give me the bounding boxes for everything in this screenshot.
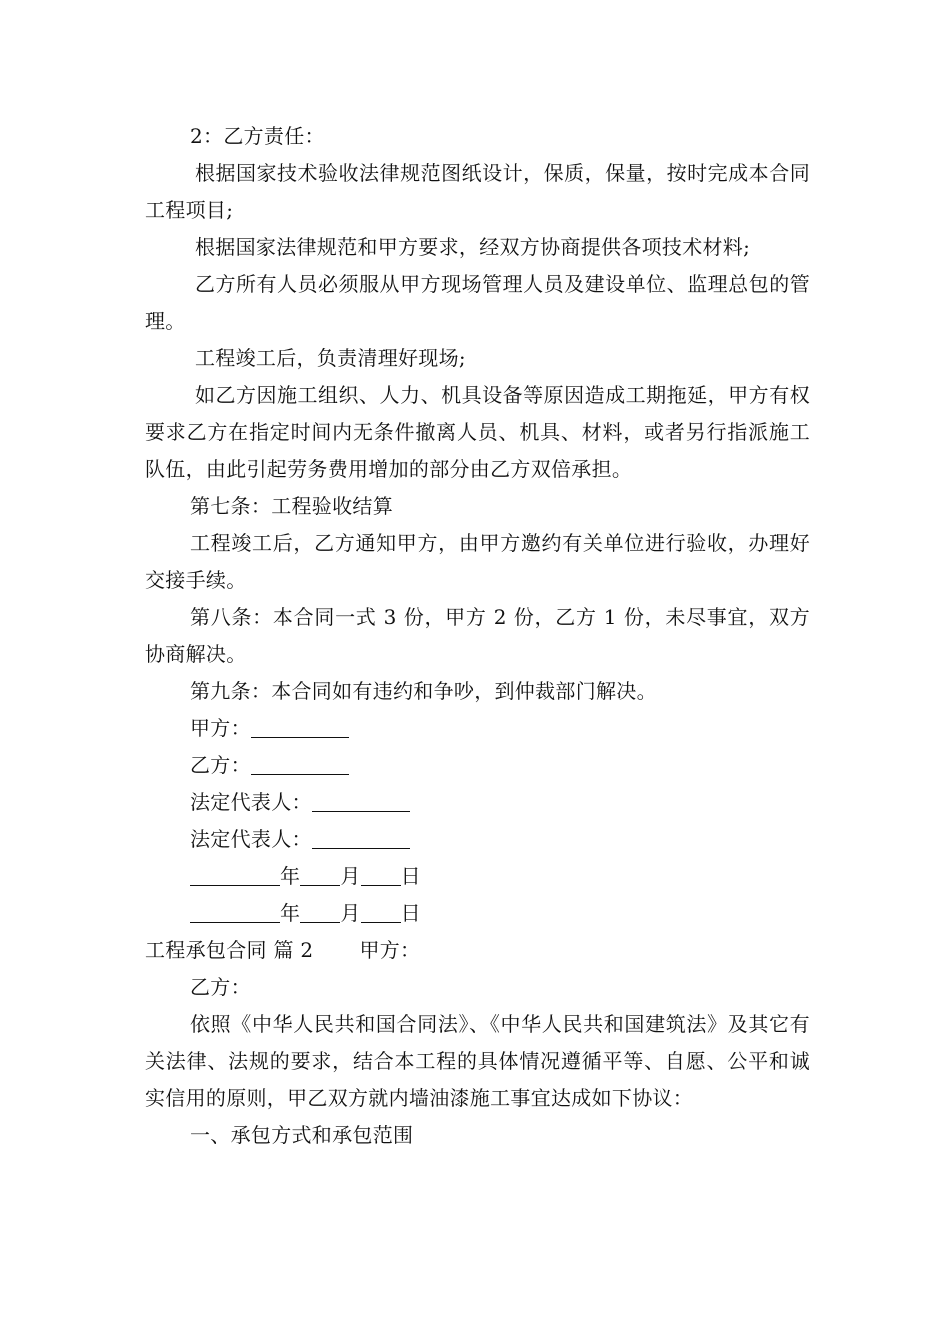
day-label: 日 <box>400 864 421 888</box>
section-2-party-b-label: 乙方： <box>190 975 251 999</box>
article-7-paragraph: 工程竣工后，乙方通知甲方，由甲方邀约有关单位进行验收，办理好交接手续。 <box>145 531 810 592</box>
party-b-signature-line <box>145 747 810 784</box>
article-9-paragraph: 第九条：本合同如有违约和争吵，到仲裁部门解决。 <box>190 679 657 703</box>
day-blank <box>361 863 401 886</box>
duty-paragraph-4: 工程竣工后，负责清理好现场; <box>195 346 466 370</box>
rep-b-label: 法定代表人： <box>190 827 312 851</box>
party-a-signature-line <box>145 710 810 747</box>
month-label: 月 <box>340 901 361 925</box>
section-2-heading-line <box>145 932 810 969</box>
clause-heading-party-b-duties: 2：乙方责任： <box>190 124 325 148</box>
party-a-label: 甲方： <box>190 716 251 740</box>
party-a-blank <box>251 715 349 738</box>
date-line-2 <box>145 895 810 932</box>
year-blank <box>190 863 280 886</box>
month-label: 月 <box>340 864 361 888</box>
article-8-paragraph: 第八条：本合同一式 3 份，甲方 2 份，乙方 1 份，未尽事宜，双方协商解决。 <box>145 605 810 666</box>
duty-paragraph-1: 根据国家技术验收法律规范图纸设计，保质，保量，按时完成本合同工程项目; <box>145 161 810 222</box>
date-line-1 <box>145 858 810 895</box>
duty-paragraph-2: 根据国家法律规范和甲方要求，经双方协商提供各项技术材料; <box>195 235 751 259</box>
year-label: 年 <box>280 901 301 925</box>
day-label: 日 <box>400 901 421 925</box>
rep-a-label: 法定代表人： <box>190 790 312 814</box>
section-2-clause-1-heading: 一、承包方式和承包范围 <box>190 1123 414 1147</box>
year-blank <box>190 900 280 923</box>
rep-a-signature-line <box>145 784 810 821</box>
rep-b-signature-line <box>145 821 810 858</box>
section-2-party-b-line <box>145 969 810 1006</box>
month-blank <box>300 863 340 886</box>
duty-paragraph-5: 如乙方因施工组织、人力、机具设备等原因造成工期拖延，甲方有权要求乙方在指定时间内无条件撤离人员、机具、材料，或者另行指派施工队伍，由此引起劳务费用增加的部分由乙方双倍承担。 <box>145 383 810 481</box>
rep-a-blank <box>312 789 410 812</box>
rep-b-blank <box>312 826 410 849</box>
day-blank <box>361 900 401 923</box>
month-blank <box>300 900 340 923</box>
section-2-intro-paragraph: 依照《中华人民共和国合同法》、《中华人民共和国建筑法》及其它有关法律、法规的要求，结合本工程的具体情况遵循平等、自愿、公平和诚实信用的原则，甲乙双方就内墙油漆施工事宜达成如下协议： <box>145 1012 810 1110</box>
section-2-heading: 工程承包合同 篇 2 <box>145 938 314 962</box>
party-b-label: 乙方： <box>190 753 251 777</box>
section-2-party-a-label: 甲方： <box>359 938 421 962</box>
document-body <box>145 118 810 1154</box>
party-b-blank <box>251 752 349 775</box>
duty-paragraph-3: 乙方所有人员必须服从甲方现场管理人员及建设单位、监理总包的管理。 <box>145 272 810 333</box>
year-label: 年 <box>280 864 301 888</box>
article-7-heading: 第七条：工程验收结算 <box>190 494 393 518</box>
